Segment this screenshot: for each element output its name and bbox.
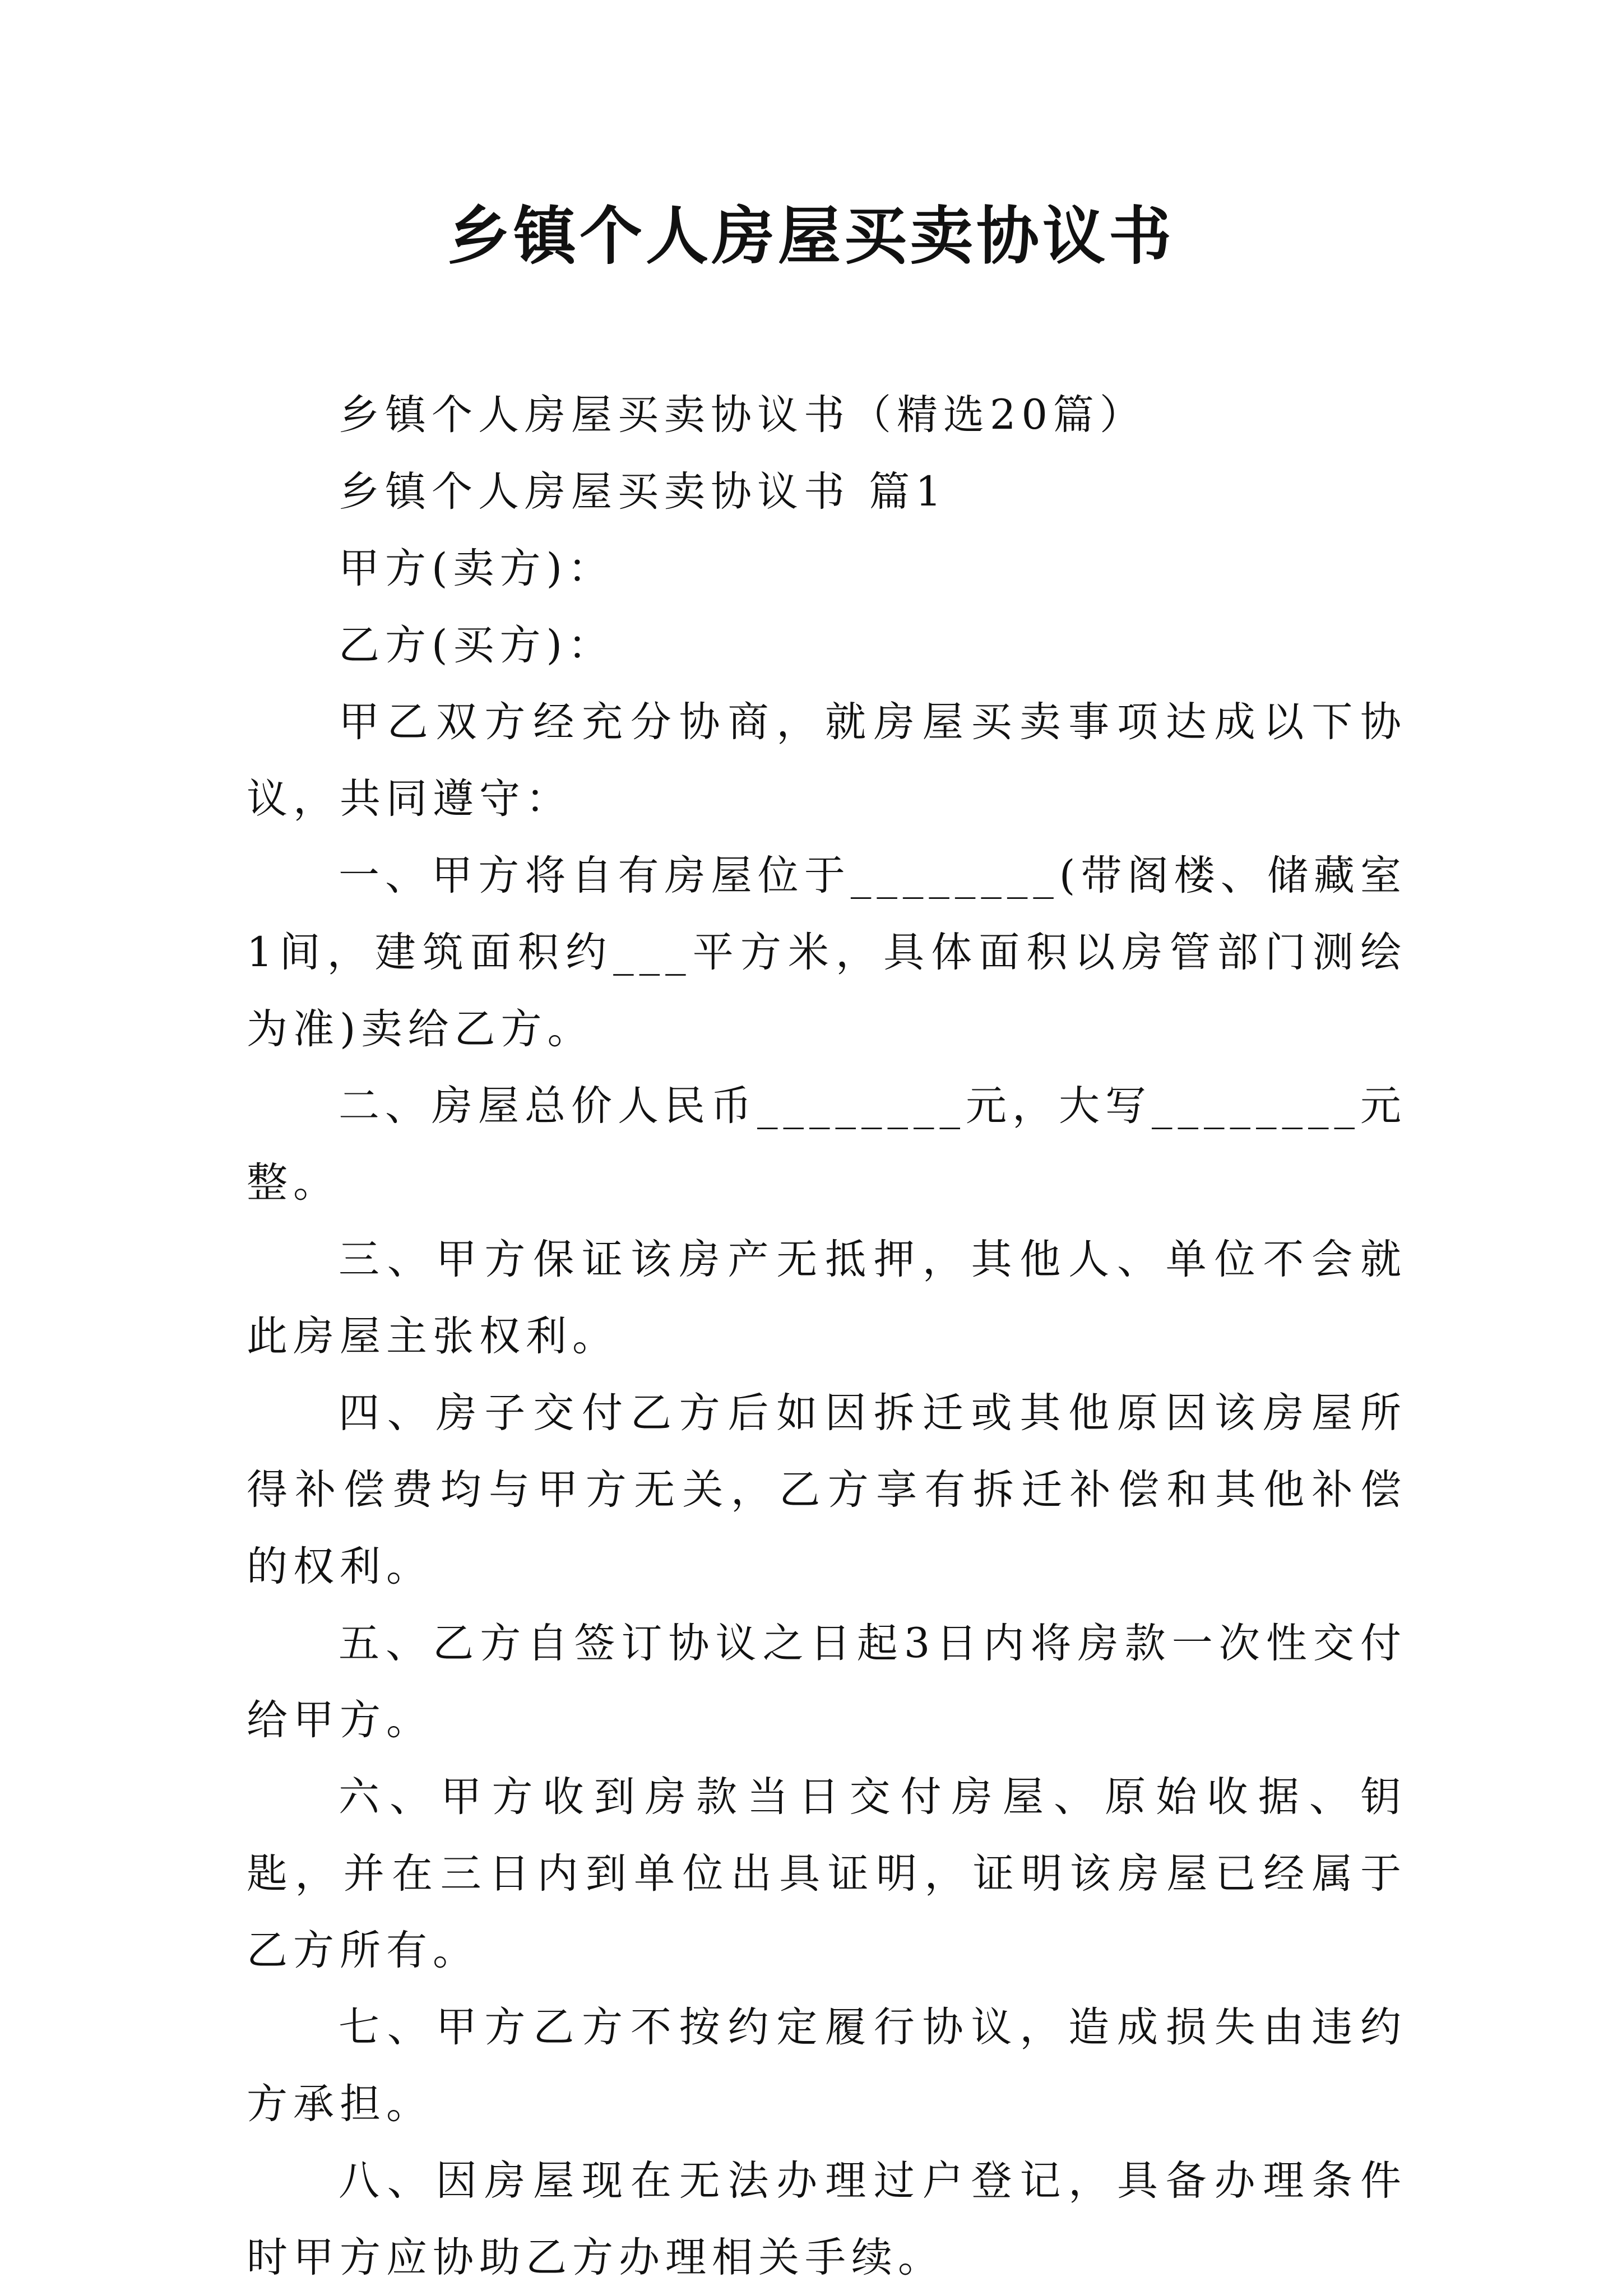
section-heading: 乡镇个人房屋买卖协议书 篇1 <box>339 468 947 516</box>
clause-1: 一、甲方将自有房屋位于________(带阁楼、储藏室1间，建筑面积约___平方米，具体面积以房管部门测绘为准)卖给乙方。 <box>247 852 1407 1053</box>
clause-3: 三、甲方保证该房产无抵押，其他人、单位不会就此房屋主张权利。 <box>247 1236 1407 1360</box>
party-a-line: 甲方(卖方)： <box>339 545 614 592</box>
clause-6: 六、甲方收到房款当日交付房屋、原始收据、钥匙，并在三日内到单位出具证明，证明该房屋已经属于乙方所有。 <box>247 1773 1407 1974</box>
clause-5: 五、乙方自签订协议之日起3日内将房款一次性交付给甲方。 <box>247 1620 1407 1744</box>
subtitle-collection: 乡镇个人房屋买卖协议书（精选20篇） <box>339 391 1146 439</box>
clause-8: 八、因房屋现在无法办理过户登记，具备办理条件时甲方应协助乙方办理相关手续。 <box>247 2157 1407 2281</box>
party-b-line: 乙方(买方)： <box>339 621 614 669</box>
document-body <box>247 377 1407 2296</box>
document-title: 乡镇个人房屋买卖协议书 <box>447 200 1175 273</box>
clause-4: 四、房子交付乙方后如因拆迁或其他原因该房屋所得补偿费均与甲方无关，乙方享有拆迁补偿和其他补偿的权利。 <box>247 1389 1407 1590</box>
clause-2: 二、房屋总价人民币________元，大写________元整。 <box>247 1082 1407 1207</box>
preamble-paragraph: 甲乙双方经充分协商，就房屋买卖事项达成以下协议，共同遵守： <box>247 698 1407 823</box>
clause-7: 七、甲方乙方不按约定履行协议，造成损失由违约方承担。 <box>247 2003 1407 2128</box>
